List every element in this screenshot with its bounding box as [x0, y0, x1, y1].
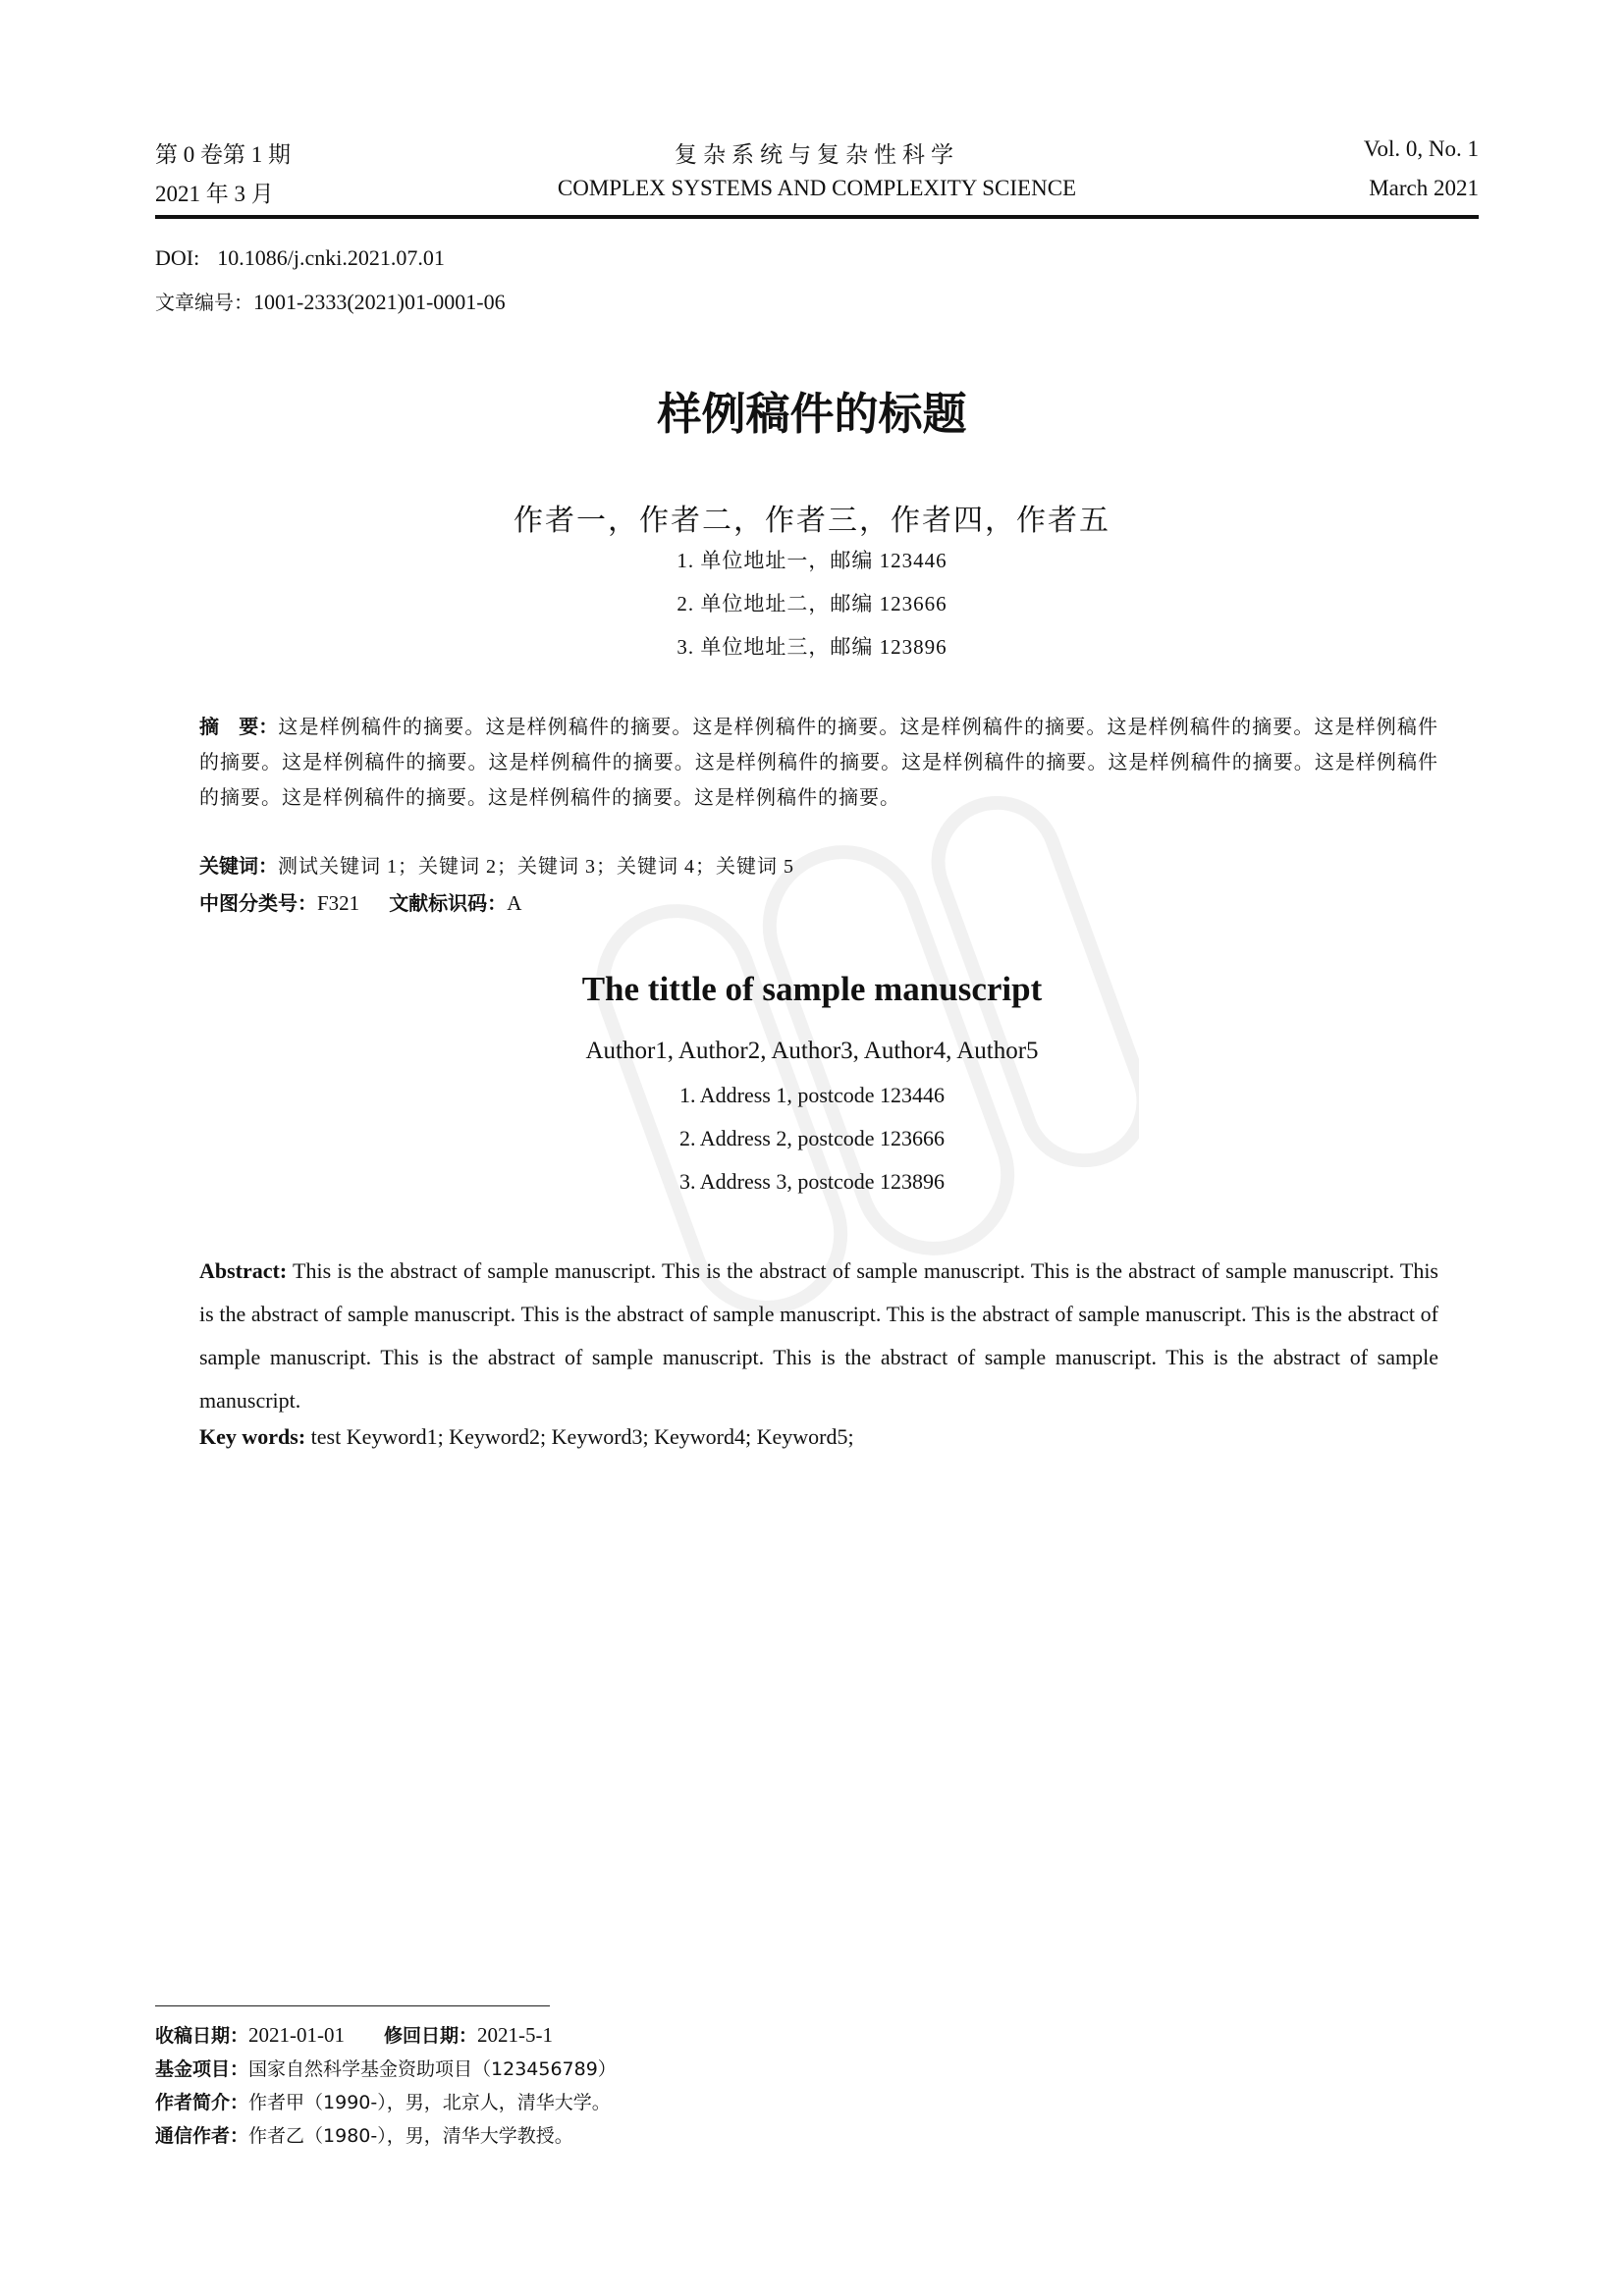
abstract-cn-label: 摘 要：: [199, 715, 279, 738]
author-bio-label: 作者简介：: [155, 2092, 249, 2113]
abstract-cn: [199, 709, 1438, 816]
classification-line: [199, 887, 521, 916]
date-cn: 2021 年 3 月: [155, 182, 274, 206]
affiliation-en-3: 3. Address 3, postcode 123896: [678, 1169, 946, 1194]
affiliation-cn-1: 1. 单位地址一，邮编 123446: [677, 549, 947, 572]
running-header-line1: [155, 136, 1479, 168]
footnote-author: [155, 2088, 611, 2114]
keywords-en-text: test Keyword1; Keyword2; Keyword3; Keyword4; Keyword5;: [310, 1424, 854, 1449]
doi-label: DOI:: [155, 245, 200, 270]
revised-label: 修回日期：: [384, 2025, 478, 2047]
doc-code-value: A: [507, 891, 522, 915]
authors-cn: 作者一，作者二，作者三，作者四，作者五: [514, 505, 1110, 537]
affiliation-cn-2: 2. 单位地址二，邮编 123666: [677, 592, 947, 615]
keywords-en: [199, 1424, 854, 1450]
received-value: 2021-01-01: [248, 2023, 346, 2047]
abstract-cn-text: 这是样例稿件的摘要。这是样例稿件的摘要。这是样例稿件的摘要。这是样例稿件的摘要。这是样例稿件的摘要。这是样例稿件的摘要。这是样例稿件的摘要。这是样例稿件的摘要。这是样例稿件的摘要。这是样例稿件的摘要。这是样例稿件的摘要。这是样例稿件的摘要。这是样例稿件的摘要。这是样例稿件的摘要。这是样例稿件的摘要。: [199, 717, 1439, 809]
doi-value: 10.1086/j.cnki.2021.07.01: [217, 245, 445, 270]
keywords-cn: [199, 850, 794, 879]
article-number-line: [155, 287, 506, 315]
fund-label: 基金项目：: [155, 2058, 249, 2080]
footnote-fund: [155, 2055, 617, 2081]
keywords-cn-text: 测试关键词 1；关键词 2；关键词 3；关键词 4；关键词 5: [278, 856, 794, 878]
footnote-dates: [155, 2021, 553, 2048]
footnote-corresponding: [155, 2121, 573, 2148]
corresponding-label: 通信作者：: [155, 2125, 249, 2147]
corresponding-value: 作者乙（1980-），男，清华大学教授。: [248, 2125, 573, 2147]
article-number-label: 文章编号：: [155, 291, 253, 314]
volume-cn: 第 0 卷第 1 期: [155, 142, 291, 167]
affiliation-en-2: 2. Address 2, postcode 123666: [678, 1126, 946, 1150]
keywords-cn-label: 关键词：: [199, 854, 278, 878]
journal-name-en: COMPLEX SYSTEMS AND COMPLEXITY SCIENCE: [557, 176, 1077, 200]
abstract-en-text: This is the abstract of sample manuscript. This is the abstract of sample manuscript. This is the abstract of sample manuscript. This is the abstract of sample manuscript. This is the abstract of sample manuscript. This is the abstract of sample manuscript. This is the abstract of sample manuscript. This is the abstract of sample manuscript. This is the abstract of sample manuscript. This is the abstract of sample manuscript.: [199, 1258, 1438, 1413]
affiliation-en-1: 1. Address 1, postcode 123446: [678, 1083, 946, 1107]
class-value: F321: [317, 891, 360, 915]
abstract-en-label: Abstract:: [199, 1258, 288, 1283]
affiliation-cn-3: 3. 单位地址三，邮编 123896: [677, 635, 947, 659]
received-label: 收稿日期：: [155, 2025, 249, 2047]
authors-en: Author1, Author2, Author3, Author4, Author5: [585, 1038, 1039, 1064]
title-cn: 样例稿件的标题: [657, 388, 967, 440]
class-label: 中图分类号：: [199, 891, 317, 915]
volume-en: Vol. 0, No. 1: [1363, 136, 1479, 161]
running-header-line2: [155, 176, 1479, 207]
doi-line: [155, 245, 445, 271]
abstract-en: [199, 1250, 1438, 1422]
article-number-value: 1001-2333(2021)01-0001-06: [253, 290, 506, 314]
title-en: The tittle of sample manuscript: [581, 970, 1043, 1008]
author-bio-value: 作者甲（1990-），男，北京人，清华大学。: [248, 2092, 611, 2113]
fund-value: 国家自然科学基金资助项目（123456789）: [248, 2058, 617, 2080]
journal-name-cn: 复杂系统与复杂性科学: [675, 142, 959, 167]
header-divider: [155, 215, 1479, 219]
date-en: March 2021: [1369, 176, 1479, 200]
footnote-divider: [155, 2005, 550, 2006]
revised-value: 2021-5-1: [477, 2023, 554, 2047]
doc-code-label: 文献标识码：: [389, 891, 508, 915]
keywords-en-label: Key words:: [199, 1424, 306, 1449]
